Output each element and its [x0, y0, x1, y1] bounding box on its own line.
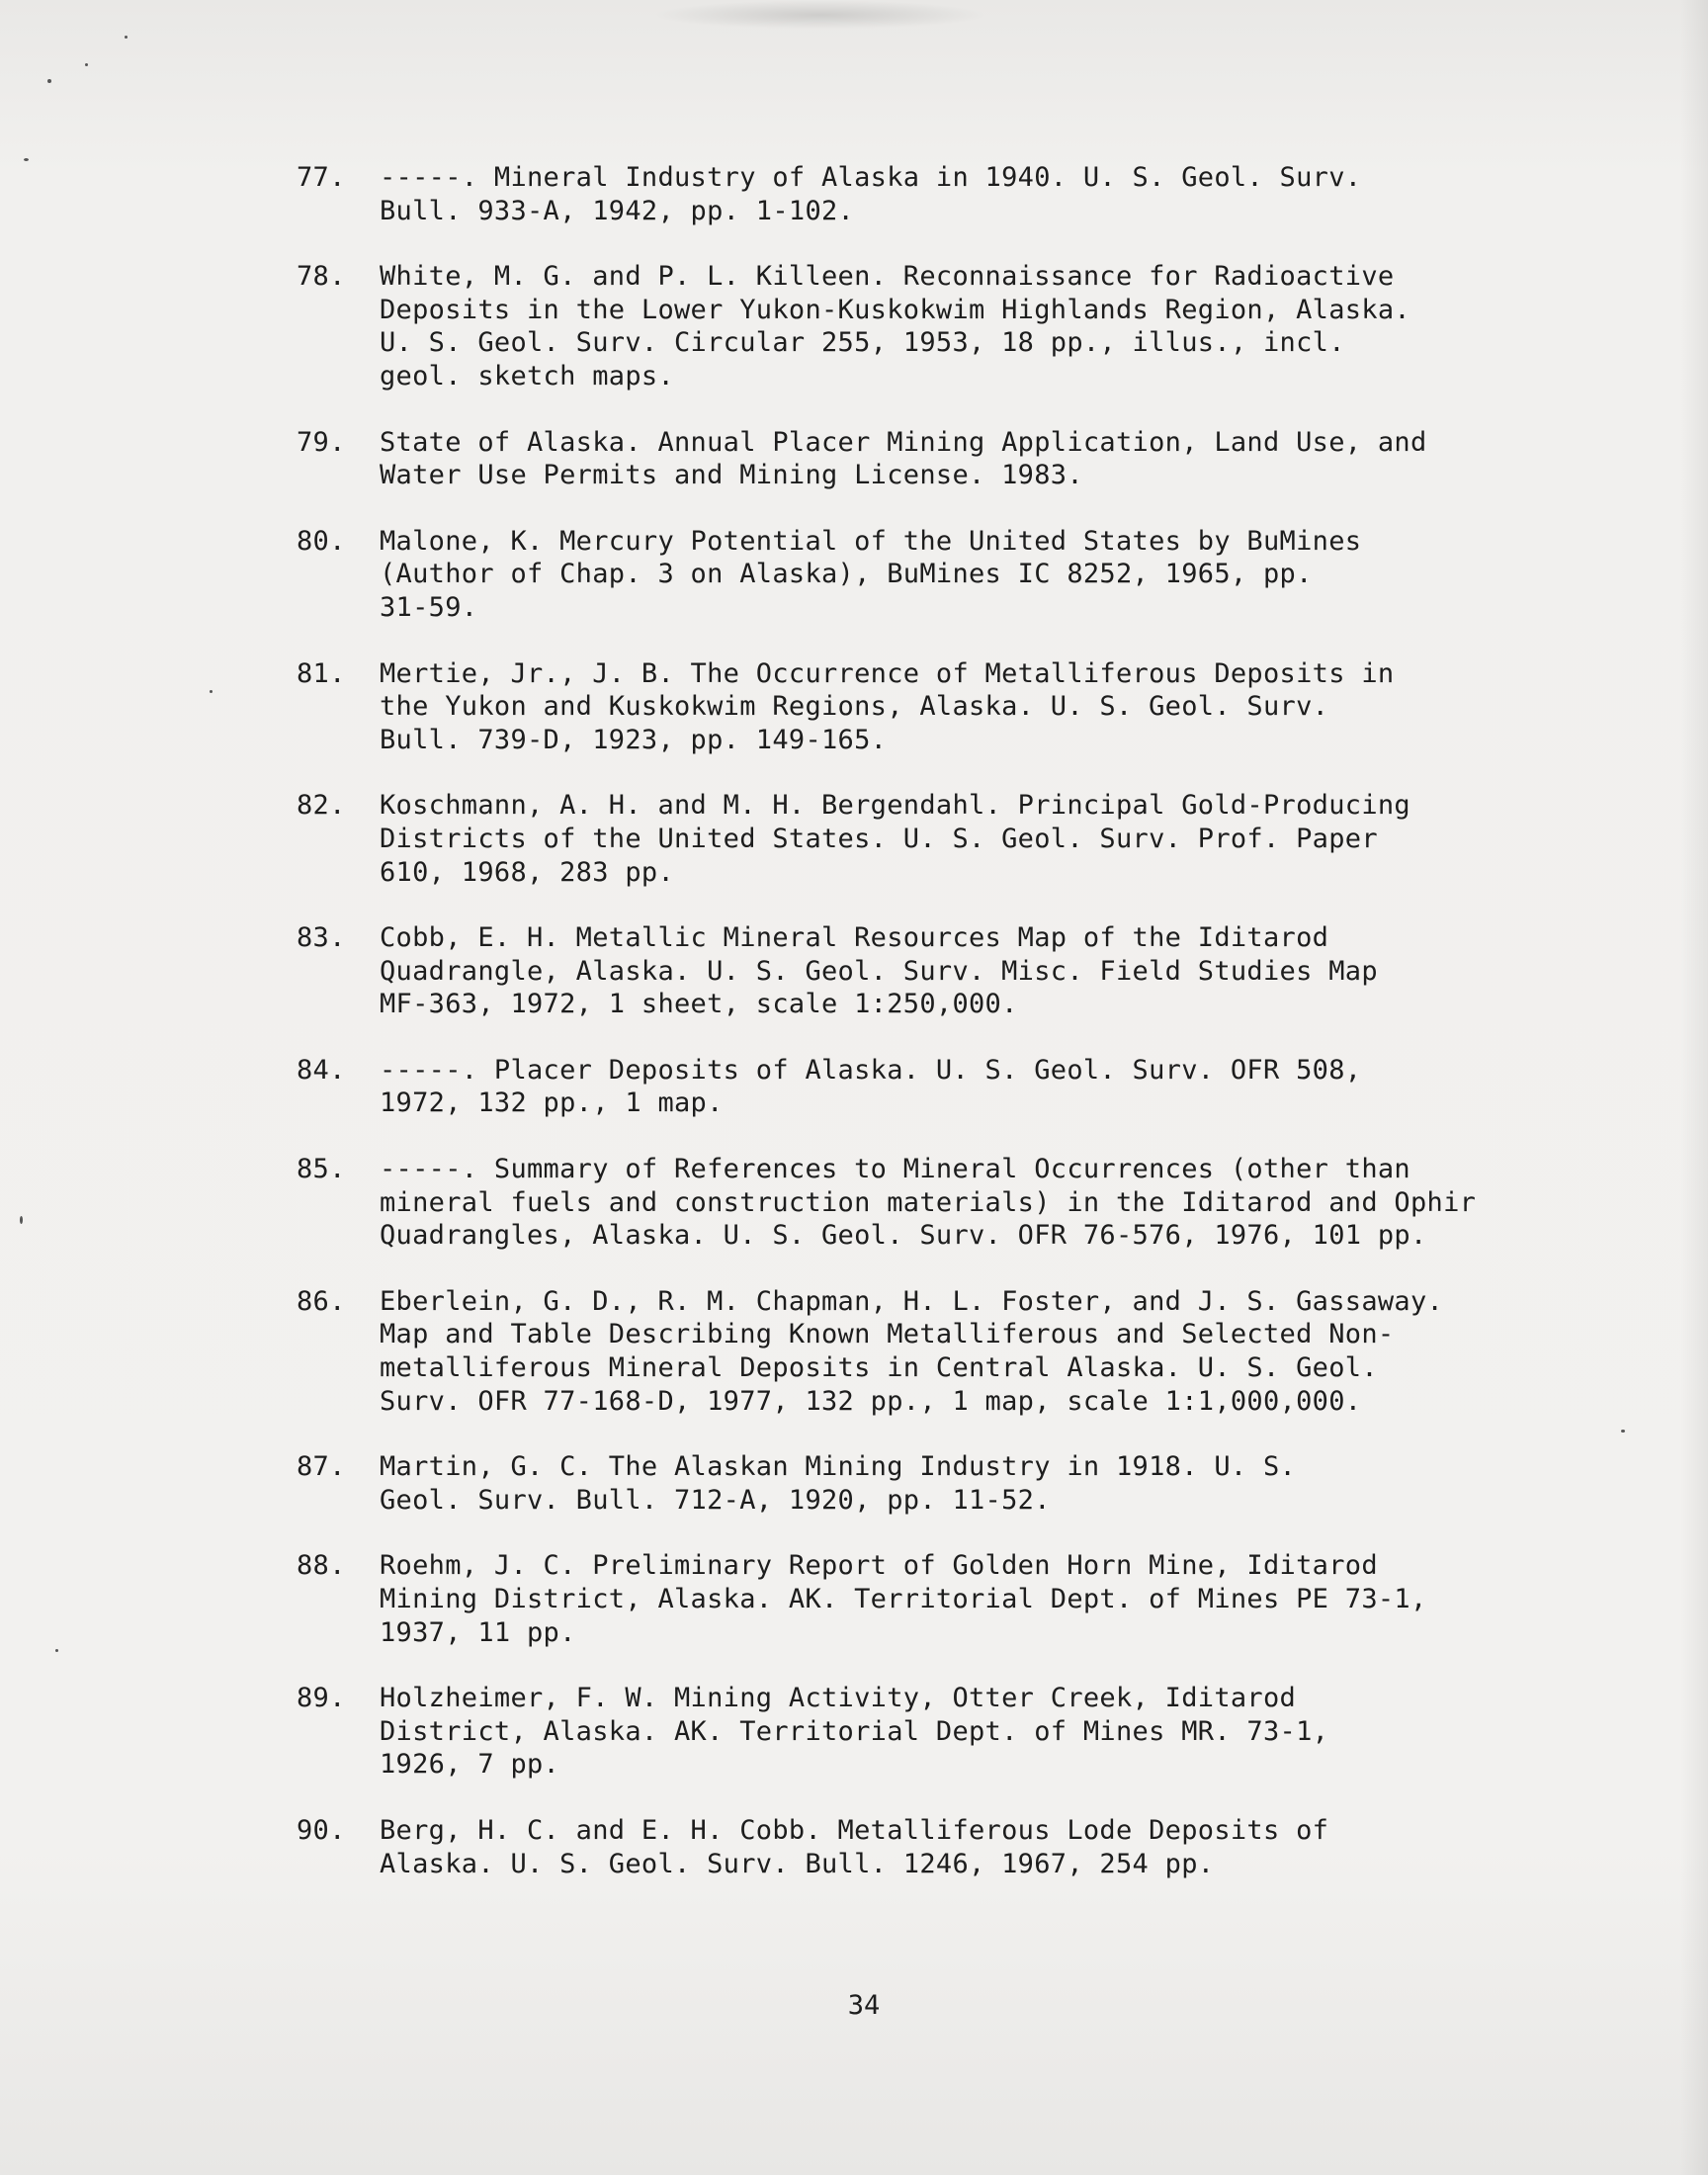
- reference-text: Cobb, E. H. Metallic Mineral Resources Map of the Iditarod Quadrangle, Alaska. U. S. Geol. Surv. Misc. Field Studies Map MF-363, 1972, 1 sheet, scale 1:250,000.: [380, 922, 1378, 1020]
- reference-text: Eberlein, G. D., R. M. Chapman, H. L. Foster, and J. S. Gassaway. Map and Table Describing Known Metalliferous and Selected Non- metalliferous Mineral Deposits in Central Alaska. U. S. Geol. Surv. OFR 77-168-D, 1977, 132 pp., 1 map, scale 1:1,000,000.: [380, 1285, 1444, 1417]
- reference-text: Holzheimer, F. W. Mining Activity, Otter Creek, Iditarod District, Alaska. AK. Territorial Dept. of Mines MR. 73-1, 1926, 7 pp.: [380, 1683, 1329, 1781]
- reference-entry: [297, 1153, 1542, 1253]
- reference-number: 82.: [297, 790, 346, 822]
- reference-text: Mertie, Jr., J. B. The Occurrence of Metalliferous Deposits in the Yukon and Kuskokwim Regions, Alaska. U. S. Geol. Surv. Bull. 739-D, 1923, pp. 149-165.: [380, 657, 1395, 755]
- reference-number: 87.: [297, 1451, 346, 1483]
- reference-number: 83.: [297, 922, 346, 954]
- reference-text: -----. Mineral Industry of Alaska in 1940. U. S. Geol. Surv. Bull. 933-A, 1942, pp. 1-102.: [380, 162, 1362, 226]
- reference-text: White, M. G. and P. L. Killeen. Reconnaissance for Radioactive Deposits in the Lower Yukon-Kuskokwim Highlands Region, Alaska. U. S. Geol. Surv. Circular 255, 1953, 18 pp., illus., incl. geol. sketch maps.: [380, 261, 1410, 392]
- page-number: 34: [847, 1990, 881, 2021]
- scan-speck: [47, 79, 51, 83]
- scan-speck: [85, 63, 88, 66]
- reference-entry: [297, 1285, 1542, 1418]
- reference-entry: [297, 260, 1542, 392]
- reference-text: State of Alaska. Annual Placer Mining Application, Land Use, and Water Use Permits and Mining License. 1983.: [380, 426, 1427, 491]
- reference-entry: [297, 525, 1542, 625]
- reference-entry: [297, 1054, 1542, 1120]
- scan-speck: [1621, 1430, 1625, 1433]
- reference-entry: [297, 1814, 1542, 1880]
- reference-text: Koschmann, A. H. and M. H. Bergendahl. Principal Gold-Producing Districts of the United States. U. S. Geol. Surv. Prof. Paper 610, 1968, 283 pp.: [380, 790, 1410, 888]
- scan-speck: [55, 1649, 58, 1652]
- reference-number: 81.: [297, 657, 346, 689]
- reference-entry: [297, 789, 1542, 889]
- reference-entry: [297, 426, 1542, 492]
- reference-entry: [297, 1682, 1542, 1782]
- reference-entry: [297, 657, 1542, 757]
- reference-text: Malone, K. Mercury Potential of the United States by BuMines (Author of Chap. 3 on Alaska), BuMines IC 8252, 1965, pp. 31-59.: [380, 525, 1362, 623]
- reference-entry: [297, 161, 1542, 227]
- reference-number: 86.: [297, 1285, 346, 1317]
- reference-number: 89.: [297, 1683, 346, 1714]
- reference-entry: [297, 1549, 1542, 1649]
- reference-number: 88.: [297, 1550, 346, 1582]
- scan-smudge: [652, 0, 988, 30]
- reference-text: Berg, H. C. and E. H. Cobb. Metalliferous Lode Deposits of Alaska. U. S. Geol. Surv. Bull. 1246, 1967, 254 pp.: [380, 1814, 1329, 1879]
- reference-text: Roehm, J. C. Preliminary Report of Golden Horn Mine, Iditarod Mining District, Alaska. AK. Territorial Dept. of Mines PE 73-1, 1937, 11 pp.: [380, 1550, 1427, 1648]
- reference-number: 85.: [297, 1154, 346, 1185]
- scan-speck: [125, 36, 128, 39]
- reference-number: 79.: [297, 426, 346, 458]
- reference-entry: [297, 1450, 1542, 1517]
- reference-list: [297, 161, 1542, 1913]
- reference-entry: [297, 921, 1542, 1021]
- reference-text: Martin, G. C. The Alaskan Mining Industry in 1918. U. S. Geol. Surv. Bull. 712-A, 1920, pp. 11-52.: [380, 1451, 1297, 1516]
- reference-number: 77.: [297, 162, 346, 193]
- scan-speck: [24, 158, 29, 161]
- reference-number: 80.: [297, 525, 346, 557]
- reference-number: 78.: [297, 261, 346, 293]
- scan-edge-shadow: [1680, 0, 1708, 2175]
- scan-speck: [210, 690, 213, 693]
- reference-number: 90.: [297, 1814, 346, 1846]
- scan-speck: [20, 1216, 23, 1224]
- reference-text: -----. Placer Deposits of Alaska. U. S. Geol. Surv. OFR 508, 1972, 132 pp., 1 map.: [380, 1054, 1362, 1119]
- reference-text: -----. Summary of References to Mineral Occurrences (other than mineral fuels and construction materials) in the Iditarod and Ophir Quadrangles, Alaska. U. S. Geol. Surv. OFR 76-576, 1976, 101 pp.: [380, 1154, 1477, 1252]
- reference-number: 84.: [297, 1054, 346, 1086]
